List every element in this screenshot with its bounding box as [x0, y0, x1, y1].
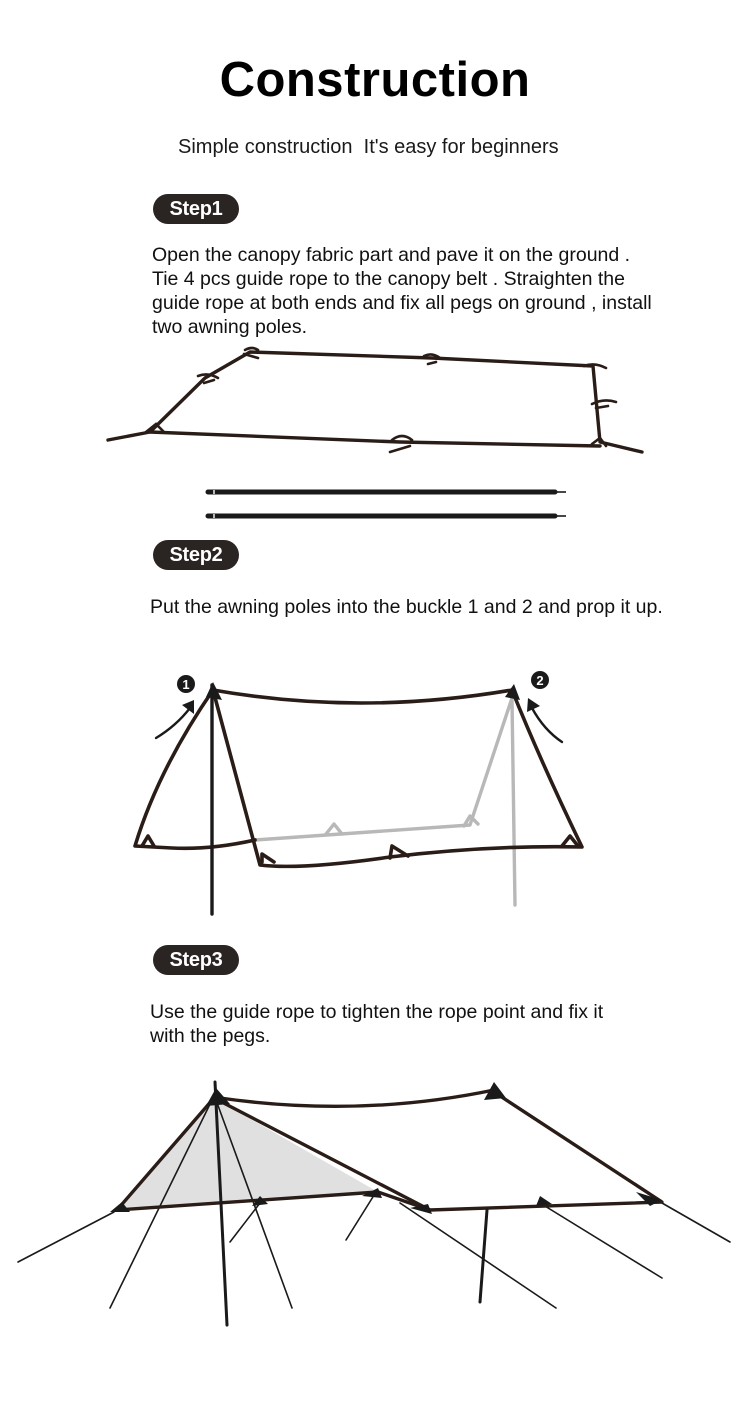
- step3-badge: Step3: [153, 945, 239, 975]
- buckle-1-label: 1: [182, 677, 190, 692]
- tarp-back-edges: [255, 698, 515, 905]
- step2-illustration: [0, 660, 750, 920]
- buckle-2-label: 2: [536, 673, 544, 688]
- step1-line-2: Tie 4 pcs guide rope to the canopy belt . Straighten the: [152, 268, 625, 290]
- step2-line-1: Put the awning poles into the buckle 1 and 2 and prop it up.: [150, 596, 663, 618]
- step1-line-1: Open the canopy fabric part and pave it on the ground .: [152, 244, 631, 266]
- page-title: Construction: [219, 53, 531, 107]
- step3-instructions: [150, 1000, 730, 1048]
- step1-illustration: [0, 340, 750, 530]
- buckle-2-marker: [531, 671, 549, 689]
- step3-line-1: Use the guide rope to tighten the rope point and fix it: [150, 1001, 604, 1023]
- step3-line-2: with the pegs.: [150, 1025, 271, 1047]
- step2-badge: Step2: [153, 540, 239, 570]
- step1-line-4: two awning poles.: [152, 316, 308, 338]
- flat-tarp-outline: [108, 352, 642, 452]
- step1-badge: Step1: [153, 194, 239, 224]
- page-subtitle: Simple construction It's easy for beginners: [178, 136, 559, 158]
- step3-illustration: [0, 1075, 750, 1335]
- awning-poles: [208, 492, 555, 516]
- buckle-1-marker: [177, 675, 195, 693]
- step1-instructions: [152, 243, 692, 339]
- step1-line-3: guide rope at both ends and fix all pegs on ground , install: [152, 292, 652, 314]
- arrow-up-right-icon: [532, 708, 562, 742]
- step2-instructions: [150, 595, 730, 619]
